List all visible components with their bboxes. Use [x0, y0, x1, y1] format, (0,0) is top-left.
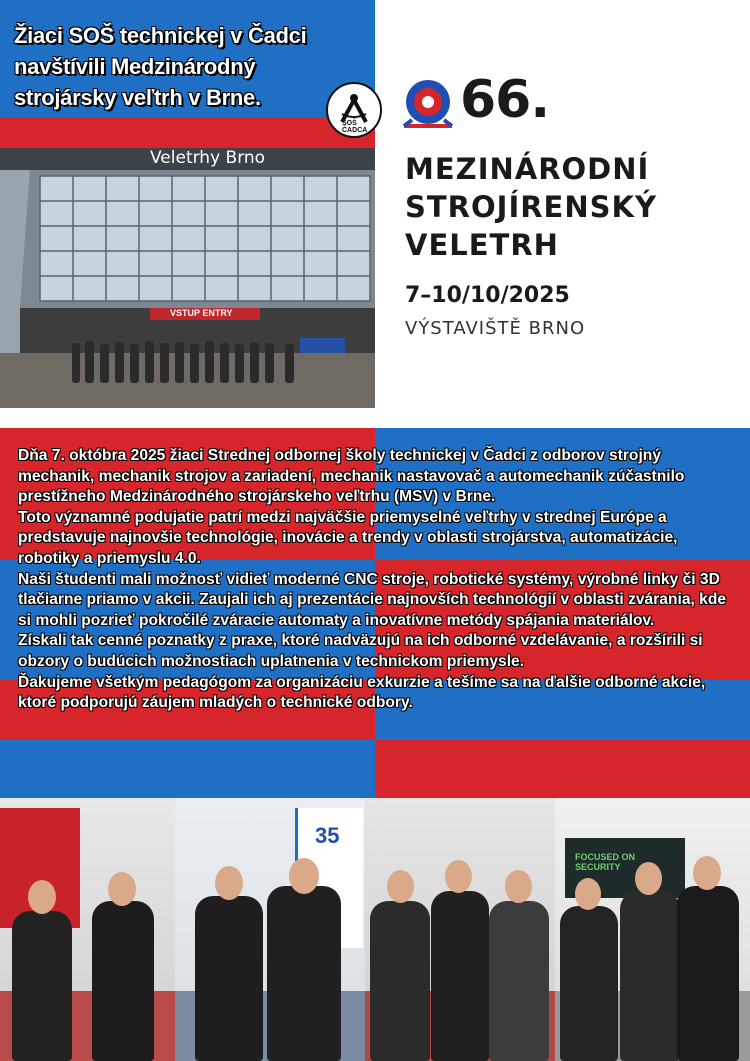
article-paragraph-1: Dňa 7. októbra 2025 žiaci Strednej odbornej školy technickej v Čadci z odborov strojný mechanik, mechanik strojov a zariadení, mechanik nastavovač a automechanik zúčastnilo prestížneho Medzinárodného strojárskeho veľtrhu (MSV) v Brne.: [18, 447, 685, 506]
header-red-strip: [0, 118, 375, 148]
page-headline: Žiaci SOŠ technickej v Čadci navštívili Medzinárodný strojársky veľtrh v Brne.: [14, 23, 307, 110]
photo-students-4: [555, 798, 750, 1061]
entry-sign: VSTUP ENTRY: [170, 308, 233, 318]
school-logo: [326, 82, 382, 138]
fair-gear-logo-icon: [398, 74, 460, 136]
text-bg-red-band-2: [375, 740, 750, 798]
article-paragraph-3: Naši študenti mali možnosť vidieť moderné CNC stroje, robotické systémy, výrobné linky či 3D tlačiarne priamo v akcii. Zaujali ich aj prezentácie najnovších technológií v oblasti zvárania, kde si mohli pozrieť pokročilé zváracie automaty a inovatívne metódy spájania materiálov.: [18, 570, 727, 629]
article-paragraph-2: Toto významné podujatie patrí medzi najväčšie priemyselné veľtrhy v strednej Európe a predstavuje najnovšie technológie, inovácie a trendy v oblasti strojárstva, automatizácie, robotiky a priemyslu 4.0.: [18, 508, 678, 567]
article-body: [18, 446, 736, 714]
booth-sign-35: 35: [315, 823, 340, 848]
fair-venue: VÝSTAVIŠTĚ BRNO: [405, 318, 586, 339]
school-logo-text: SOŠ ČADCA: [342, 120, 368, 134]
fair-dates: 7–10/10/2025: [405, 283, 570, 308]
exhibition-building-photo: [0, 148, 375, 408]
fair-edition-number: 66.: [460, 70, 550, 130]
building-sign: Veletrhy Brno: [150, 148, 266, 168]
photo-students-2: [175, 798, 365, 1061]
article-paragraph-4: Získali tak cenné poznatky z praxe, ktoré nadväzujú na ich odborné vzdelávanie, a rozšírili si obzory o budúcich možnostiach uplatnenia v technickom priemysle.: [18, 632, 703, 670]
fair-title-line2: STROJÍRENSKÝ: [405, 190, 658, 224]
text-bg-blue-band-2: [0, 740, 375, 798]
booth-sign-security: FOCUSED ON SECURITY: [575, 852, 636, 872]
fair-title-line1: MEZINÁRODNÍ: [405, 152, 650, 186]
photo-students-1: [0, 798, 175, 1061]
article-paragraph-5: Ďakujeme všetkým pedagógom za organizáciu exkurzie a tešíme sa na ďalšie odborné akcie, ktoré podporujú záujem mladých o technické odbory.: [18, 673, 706, 712]
fair-title-line3: VELETRH: [405, 228, 559, 262]
fair-title: [405, 150, 657, 264]
photo-students-3: [365, 798, 555, 1061]
